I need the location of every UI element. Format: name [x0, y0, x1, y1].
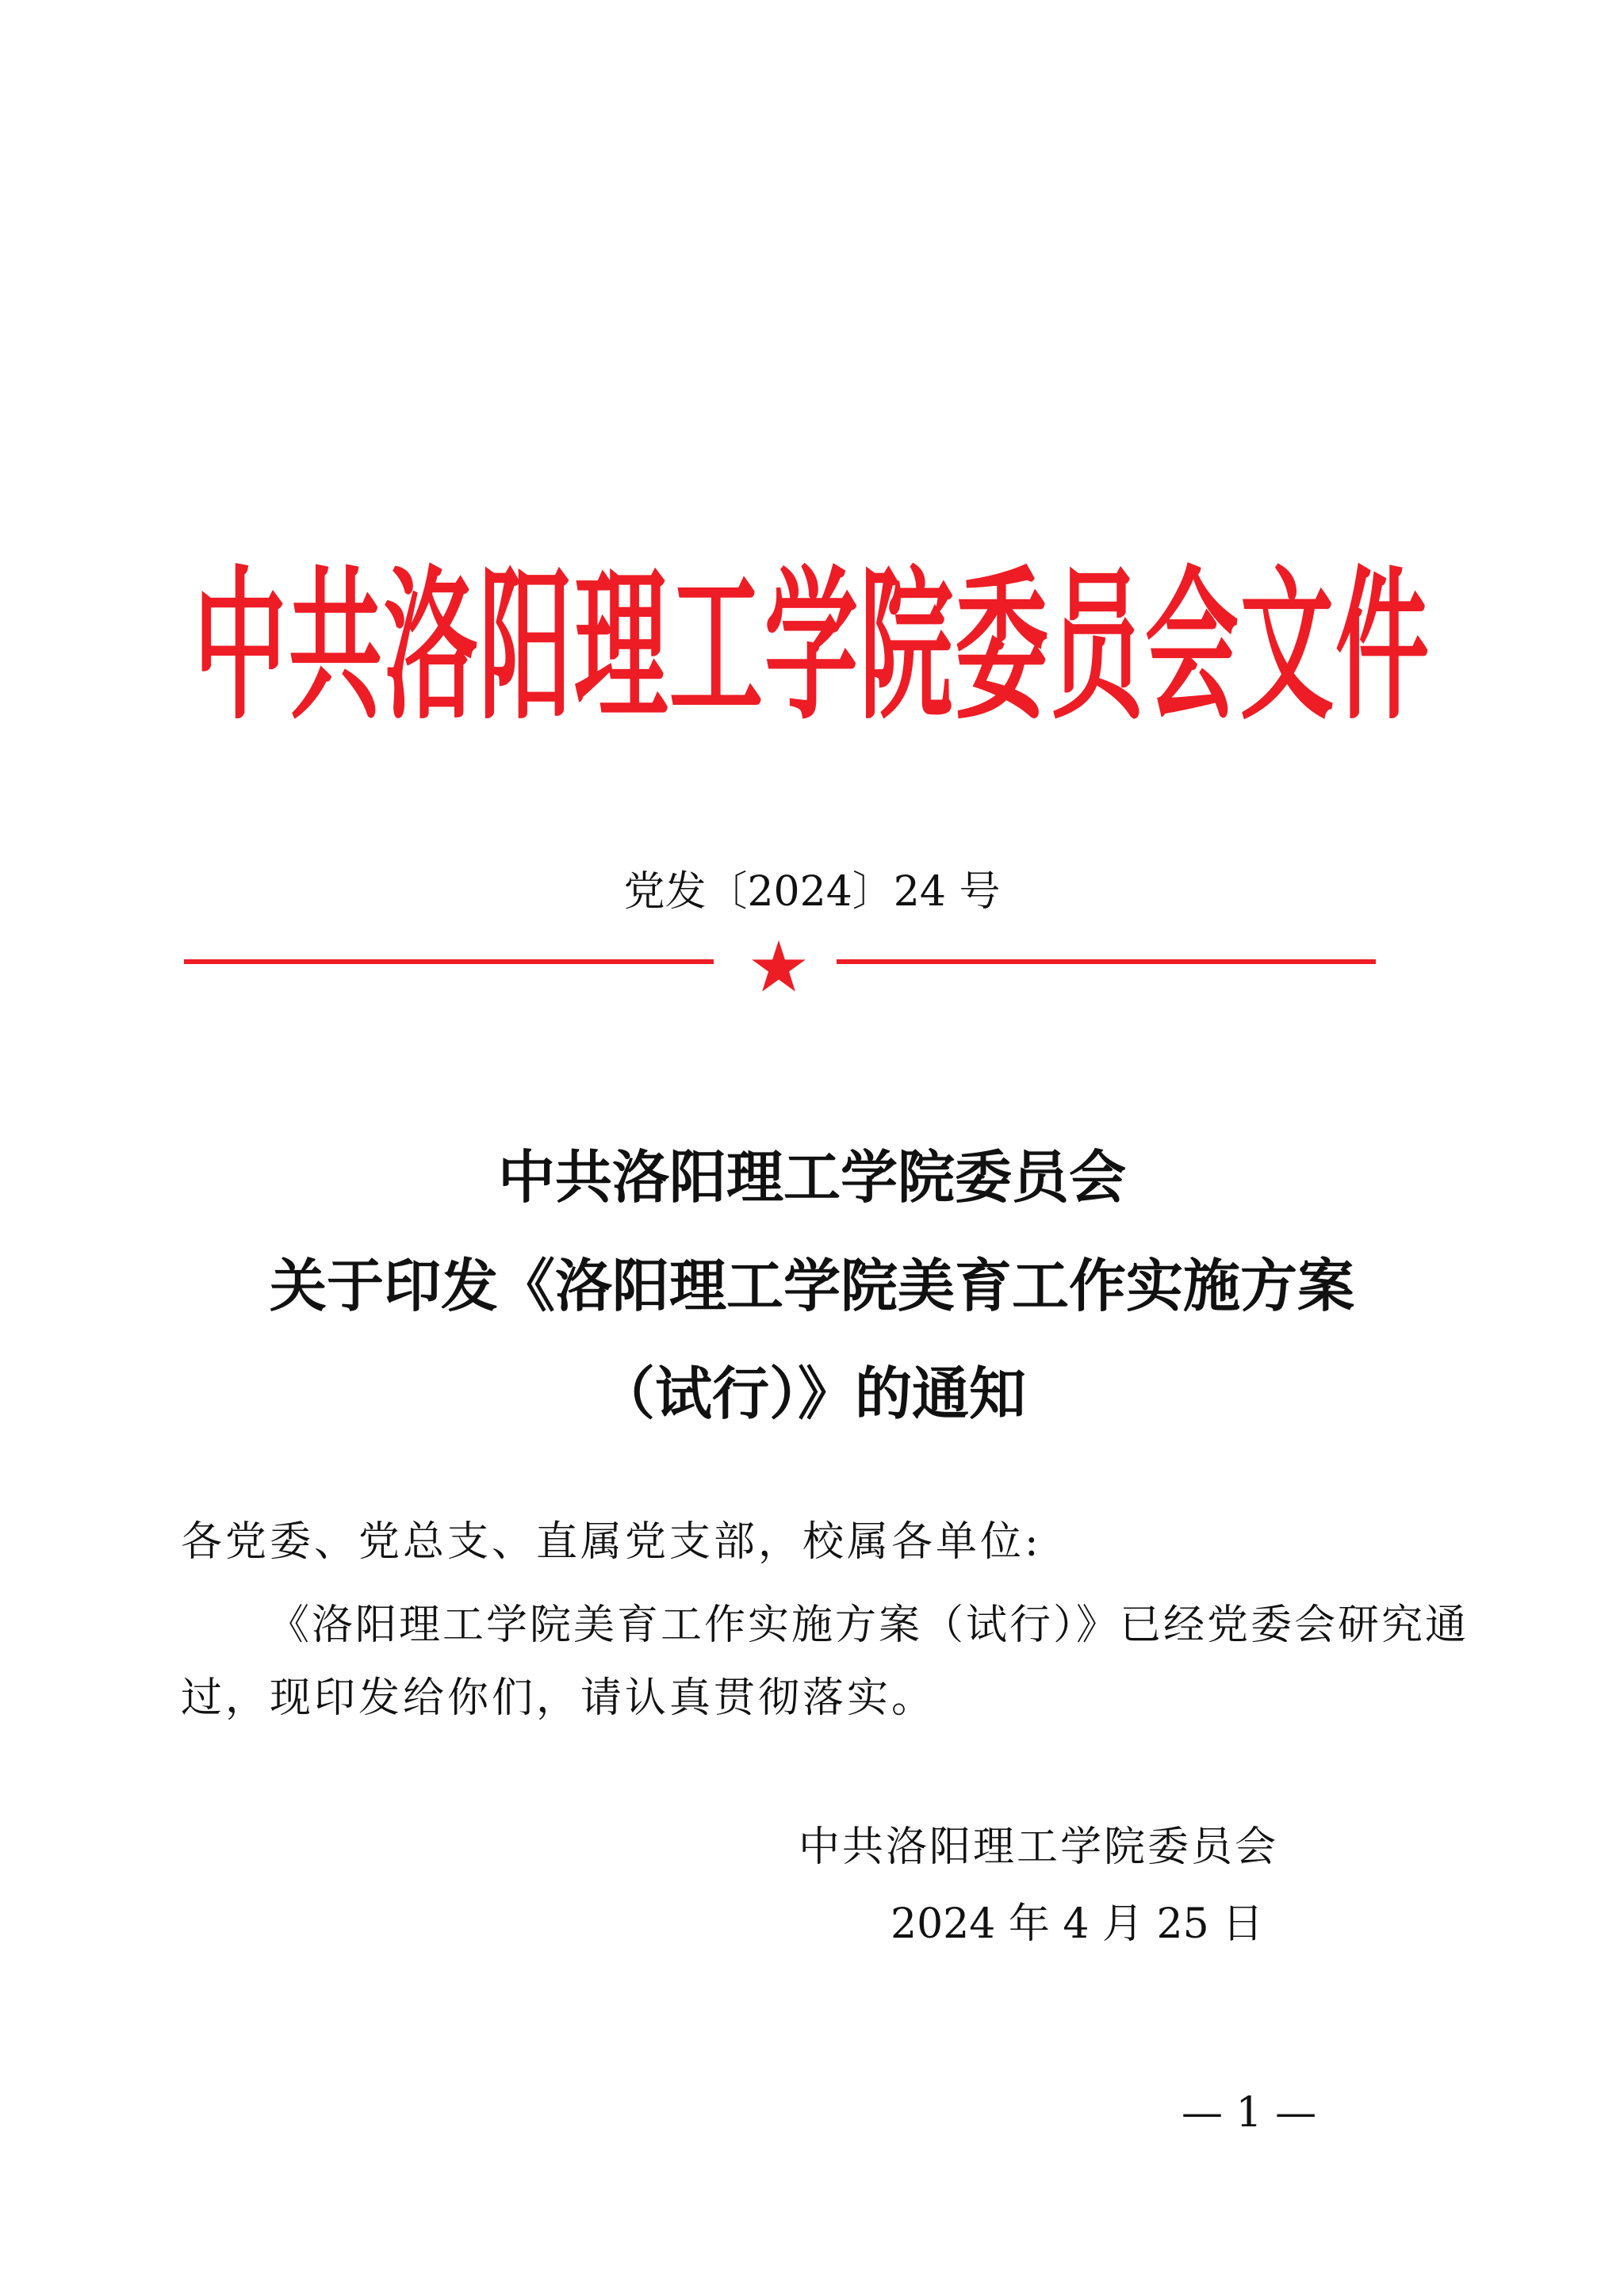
- signature-organization: 中共洛阳理工学院委员会: [799, 1823, 1279, 1871]
- red-star-icon: [750, 938, 807, 995]
- notice-title-line-2: 关于印发《洛阳理工学院美育工作实施方案: [269, 1252, 1354, 1319]
- signature-date: 2024 年 4 月 25 日: [891, 1900, 1264, 1948]
- body-paragraph-line-2: 过，现印发给你们，请认真贯彻落实。: [181, 1674, 936, 1722]
- document-banner-title: 中共洛阳理工学院委员会文件: [193, 550, 1431, 742]
- salutation: 各党委、党总支、直属党支部，校属各单位:: [181, 1518, 1042, 1566]
- red-divider-left: [184, 959, 714, 964]
- page-number: — 1 —: [1182, 2089, 1317, 2137]
- notice-title-line-3: （试行）》的通知: [597, 1360, 1026, 1427]
- notice-title-line-1: 中共洛阳理工学院委员会: [497, 1143, 1126, 1211]
- document-number: 党发〔2024〕24 号: [623, 868, 1001, 916]
- red-divider-right: [837, 959, 1376, 964]
- body-paragraph-line-1: 《洛阳理工学院美育工作实施方案（试行）》已经党委会研究通: [268, 1601, 1469, 1649]
